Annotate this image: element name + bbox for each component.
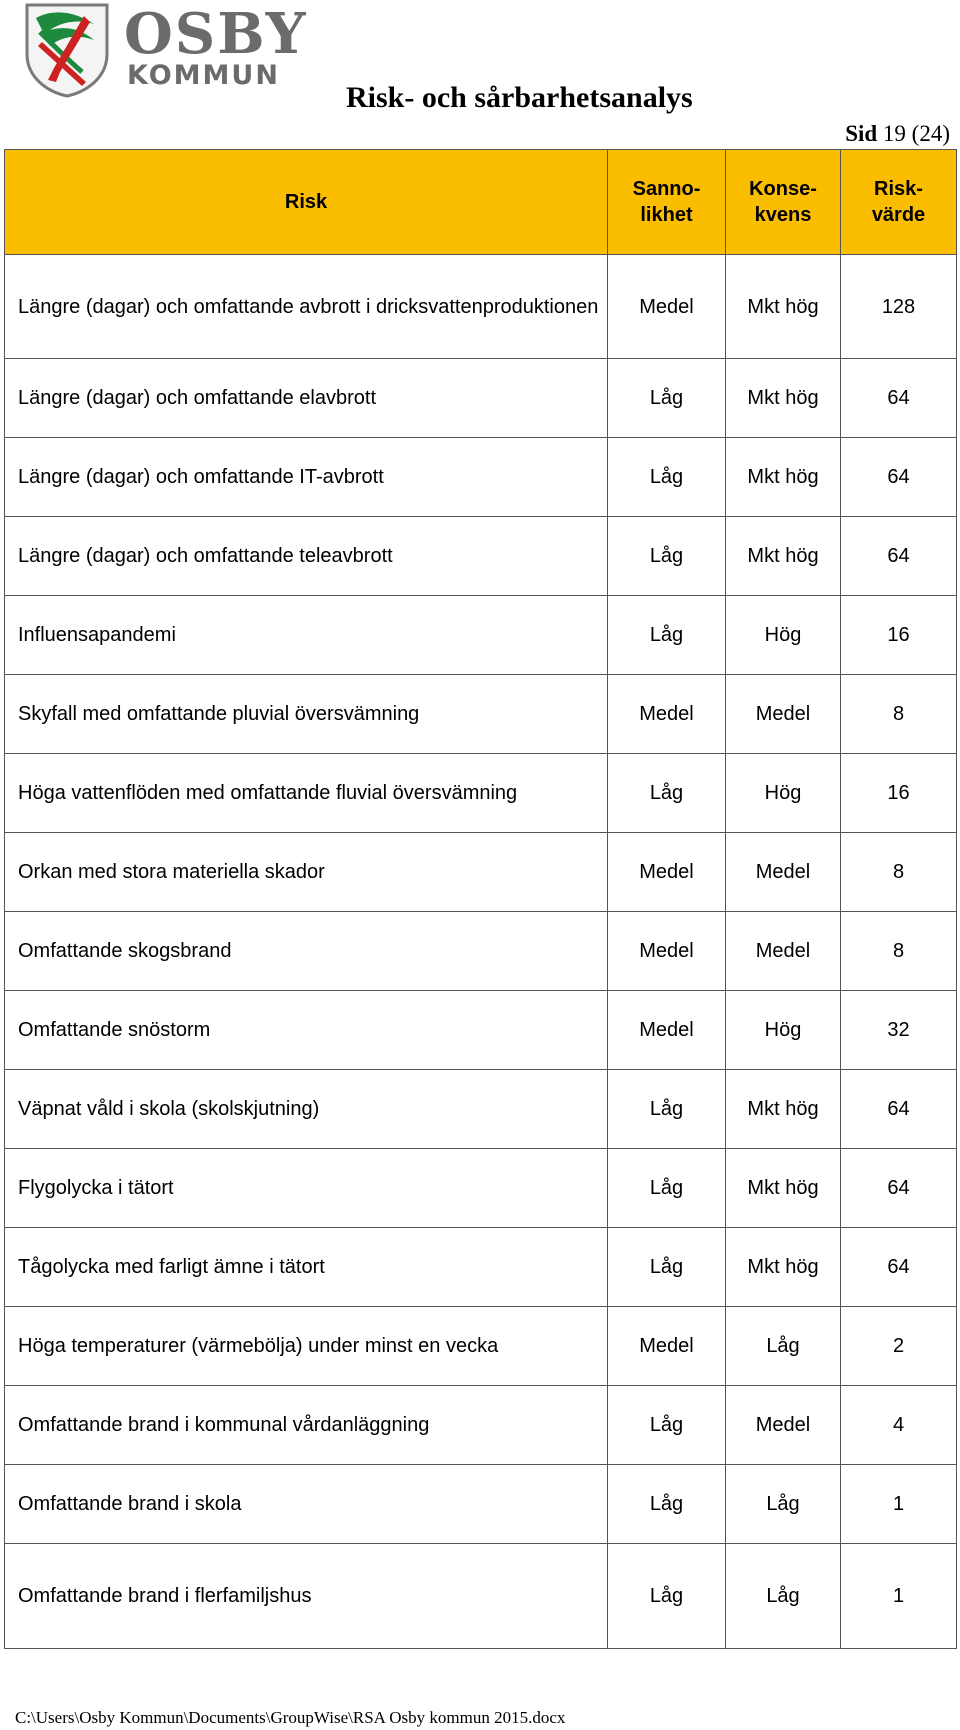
- consequence-cell: Medel: [726, 675, 841, 754]
- header-line: kvens: [754, 204, 812, 226]
- page-count: 19 (24): [882, 121, 950, 146]
- column-header-risk: Risk: [5, 150, 608, 255]
- header-line: Konse-: [749, 178, 817, 200]
- page-label: Sid: [845, 121, 878, 146]
- consequence-cell: Mkt hög: [726, 517, 841, 596]
- document-title: Risk- och sårbarhetsanalys: [346, 81, 693, 114]
- table-row: [5, 438, 957, 517]
- probability-cell: Låg: [608, 438, 726, 517]
- probability-cell: Medel: [608, 675, 726, 754]
- risk-value-cell: 8: [841, 675, 957, 754]
- consequence-cell: Låg: [726, 1307, 841, 1386]
- risk-cell: Höga vattenflöden med omfattande fluvial översvämning: [5, 754, 608, 833]
- risk-table: [4, 149, 957, 1649]
- risk-value-cell: 1: [841, 1544, 957, 1649]
- table-row: [5, 1149, 957, 1228]
- table-row: [5, 991, 957, 1070]
- table-row: [5, 1386, 957, 1465]
- table-row: [5, 596, 957, 675]
- risk-value-cell: 128: [841, 255, 957, 359]
- header-line: Risk-: [874, 178, 923, 200]
- risk-cell: Omfattande brand i skola: [5, 1465, 608, 1544]
- consequence-cell: Mkt hög: [726, 359, 841, 438]
- risk-cell: Omfattande snöstorm: [5, 991, 608, 1070]
- risk-cell: Tågolycka med farligt ämne i tätort: [5, 1228, 608, 1307]
- coat-of-arms-icon: [24, 2, 110, 98]
- probability-cell: Låg: [608, 596, 726, 675]
- probability-cell: Låg: [608, 1544, 726, 1649]
- probability-cell: Medel: [608, 1307, 726, 1386]
- risk-value-cell: 8: [841, 833, 957, 912]
- consequence-cell: Mkt hög: [726, 255, 841, 359]
- risk-value-cell: 2: [841, 1307, 957, 1386]
- risk-cell: Omfattande brand i flerfamiljshus: [5, 1544, 608, 1649]
- risk-cell: Omfattande skogsbrand: [5, 912, 608, 991]
- probability-cell: Låg: [608, 1070, 726, 1149]
- table-row: [5, 1070, 957, 1149]
- consequence-cell: Medel: [726, 833, 841, 912]
- probability-cell: Medel: [608, 991, 726, 1070]
- risk-cell: Influensapandemi: [5, 596, 608, 675]
- consequence-cell: Hög: [726, 754, 841, 833]
- risk-value-cell: 64: [841, 438, 957, 517]
- column-header-probability: [608, 150, 726, 255]
- table-row: [5, 1544, 957, 1649]
- table-row: [5, 359, 957, 438]
- table-row: [5, 1465, 957, 1544]
- risk-cell: Flygolycka i tätort: [5, 1149, 608, 1228]
- probability-cell: Låg: [608, 359, 726, 438]
- osby-kommun-logo: [24, 1, 308, 104]
- column-header-consequence: [726, 150, 841, 255]
- probability-cell: Medel: [608, 833, 726, 912]
- table-row: [5, 1307, 957, 1386]
- risk-value-cell: 64: [841, 517, 957, 596]
- probability-cell: Låg: [608, 754, 726, 833]
- logo-subtitle: KOMMUN: [127, 60, 280, 91]
- consequence-cell: Mkt hög: [726, 1149, 841, 1228]
- table-row: [5, 675, 957, 754]
- risk-cell: Orkan med stora materiella skador: [5, 833, 608, 912]
- table-row: [5, 255, 957, 359]
- risk-value-cell: 8: [841, 912, 957, 991]
- table-row: [5, 517, 957, 596]
- consequence-cell: Mkt hög: [726, 1228, 841, 1307]
- page-number: [845, 120, 950, 148]
- probability-cell: Medel: [608, 912, 726, 991]
- probability-cell: Medel: [608, 255, 726, 359]
- table-header-row: [5, 150, 957, 255]
- consequence-cell: Medel: [726, 912, 841, 991]
- risk-value-cell: 16: [841, 754, 957, 833]
- risk-value-cell: 64: [841, 359, 957, 438]
- header-line: värde: [871, 204, 926, 226]
- column-header-risk-value: [841, 150, 957, 255]
- consequence-cell: Låg: [726, 1544, 841, 1649]
- risk-cell: Väpnat våld i skola (skolskjutning): [5, 1070, 608, 1149]
- footer-file-path: C:\Users\Osby Kommun\Documents\GroupWise\RSA Osby kommun 2015.docx: [15, 1708, 566, 1727]
- consequence-cell: Medel: [726, 1386, 841, 1465]
- probability-cell: Låg: [608, 1228, 726, 1307]
- risk-cell: Skyfall med omfattande pluvial översvämning: [5, 675, 608, 754]
- risk-value-cell: 64: [841, 1228, 957, 1307]
- risk-cell: Längre (dagar) och omfattande IT-avbrott: [5, 438, 608, 517]
- consequence-cell: Mkt hög: [726, 1070, 841, 1149]
- risk-cell: Omfattande brand i kommunal vårdanläggning: [5, 1386, 608, 1465]
- table-row: [5, 912, 957, 991]
- risk-cell: Längre (dagar) och omfattande elavbrott: [5, 359, 608, 438]
- probability-cell: Låg: [608, 1386, 726, 1465]
- risk-value-cell: 32: [841, 991, 957, 1070]
- risk-table-body: [5, 255, 957, 1649]
- risk-value-cell: 1: [841, 1465, 957, 1544]
- header-line: likhet: [640, 204, 693, 226]
- table-row: [5, 1228, 957, 1307]
- probability-cell: Låg: [608, 1149, 726, 1228]
- consequence-cell: Mkt hög: [726, 438, 841, 517]
- logo-name: OSBY: [124, 1, 308, 67]
- header-line: Sanno-: [632, 178, 701, 200]
- risk-value-cell: 64: [841, 1070, 957, 1149]
- consequence-cell: Låg: [726, 1465, 841, 1544]
- consequence-cell: Hög: [726, 991, 841, 1070]
- risk-value-cell: 4: [841, 1386, 957, 1465]
- probability-cell: Låg: [608, 517, 726, 596]
- risk-cell: Längre (dagar) och omfattande avbrott i dricksvattenproduktionen: [5, 255, 608, 359]
- risk-cell: Höga temperaturer (värmebölja) under minst en vecka: [5, 1307, 608, 1386]
- risk-value-cell: 64: [841, 1149, 957, 1228]
- risk-cell: Längre (dagar) och omfattande teleavbrott: [5, 517, 608, 596]
- probability-cell: Låg: [608, 1465, 726, 1544]
- risk-value-cell: 16: [841, 596, 957, 675]
- table-row: [5, 754, 957, 833]
- consequence-cell: Hög: [726, 596, 841, 675]
- table-row: [5, 833, 957, 912]
